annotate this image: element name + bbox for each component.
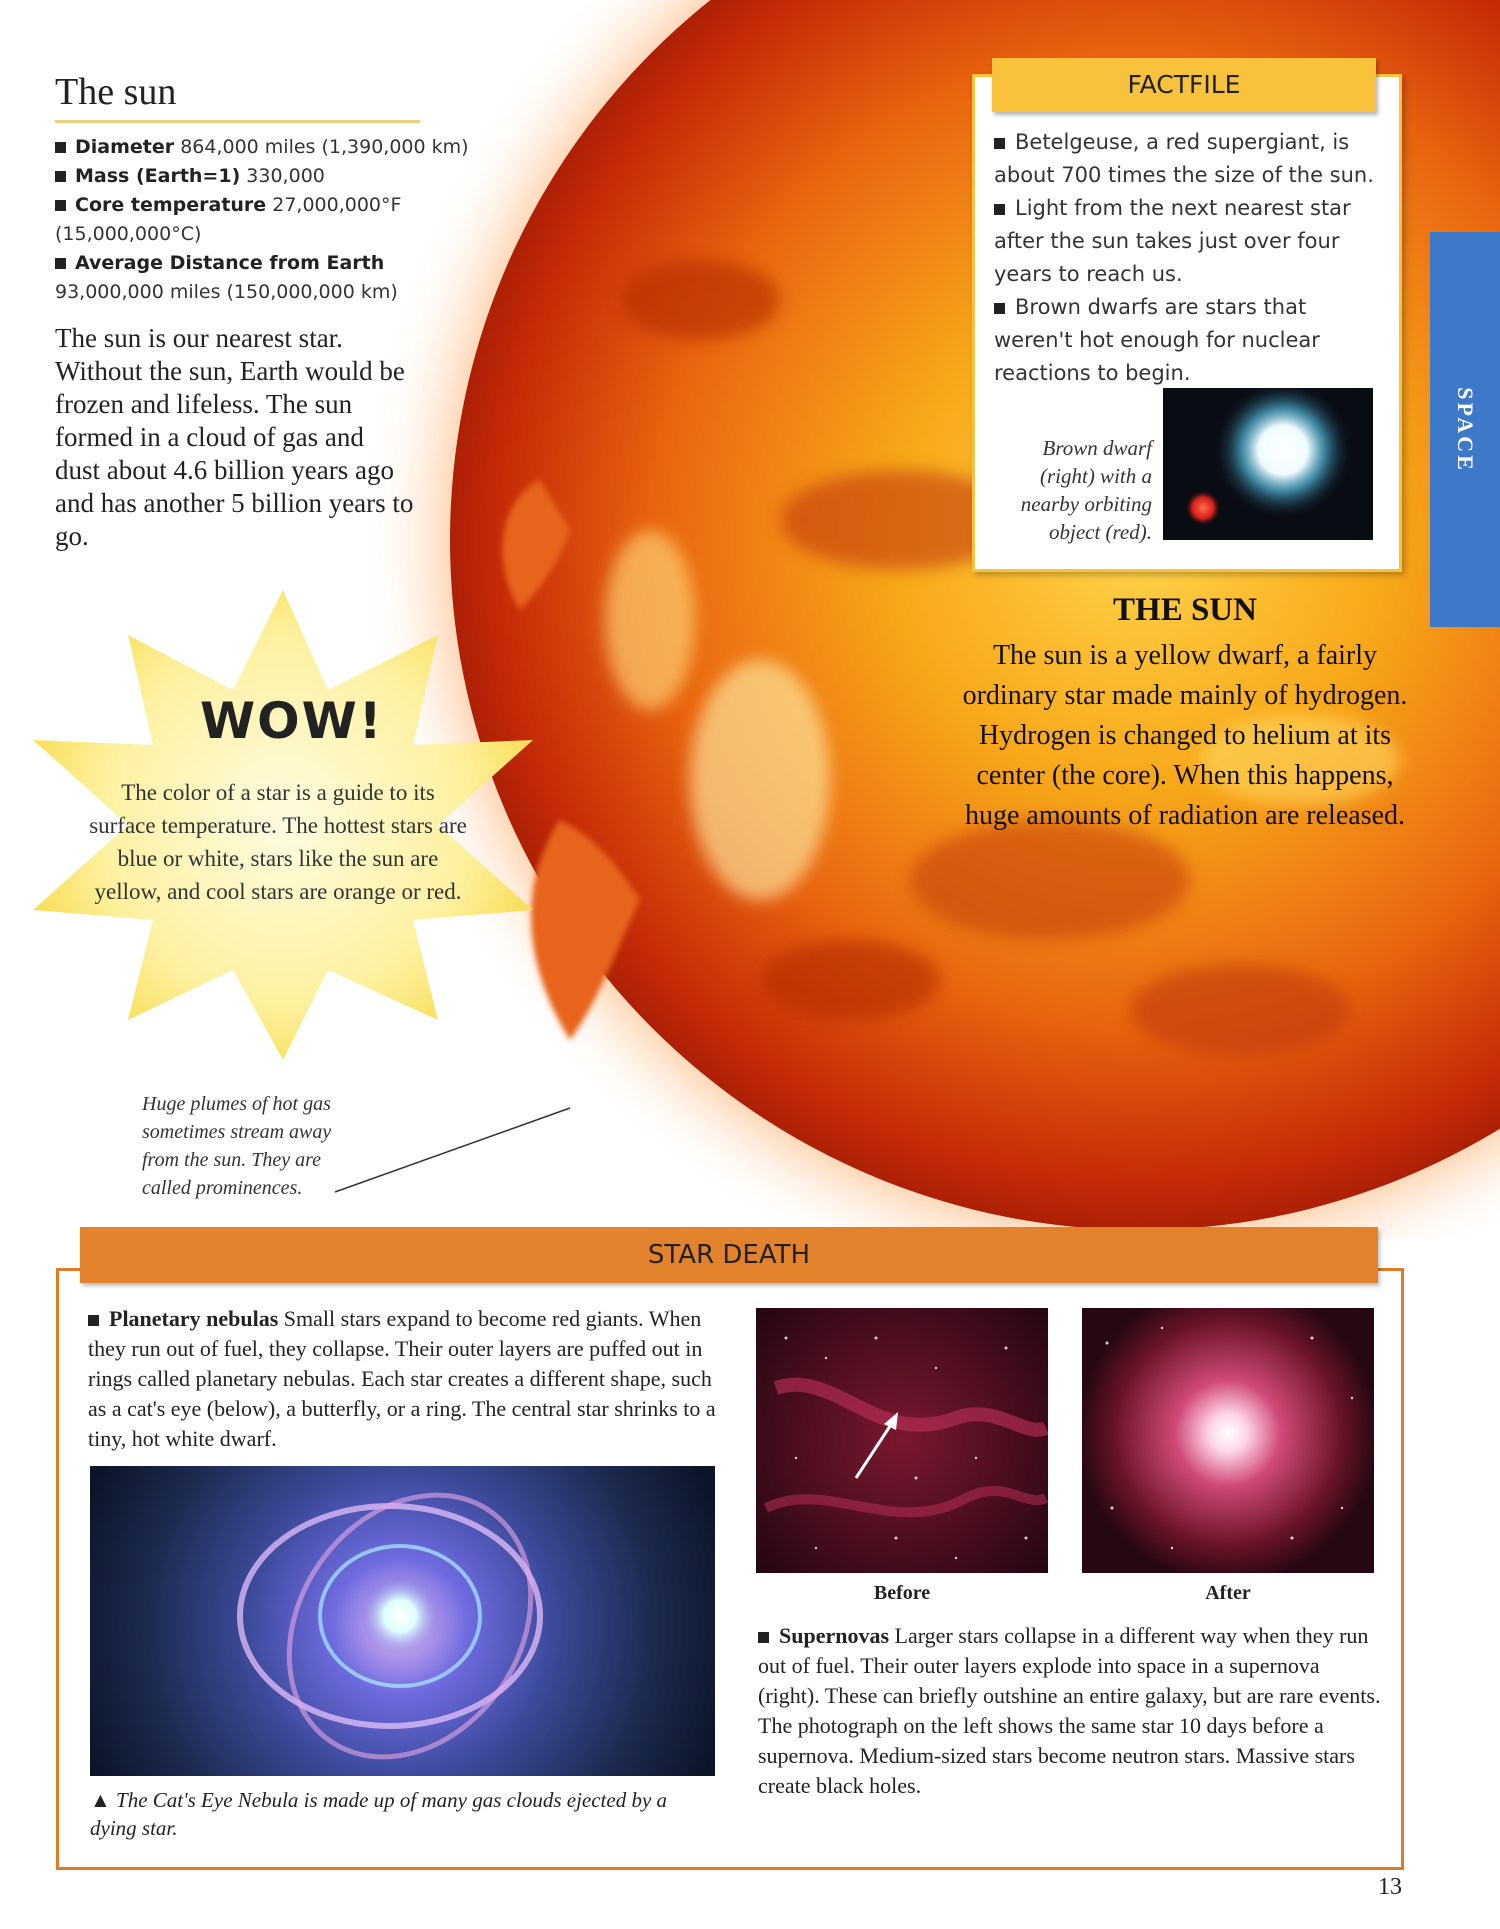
before-label: Before (873, 1582, 931, 1604)
bullet-square-icon (55, 258, 66, 269)
caption-pointer-line (330, 1100, 580, 1200)
wow-text: The color of a star is a guide to its surface temperature. The hottest stars are blue or white, stars like the sun are yellow, and cool stars are orange or red. (89, 780, 467, 904)
supernova-label: Supernovas (779, 1623, 890, 1648)
stat-row (55, 133, 475, 162)
list-item (994, 291, 1384, 390)
supernova-after-photo (1082, 1308, 1374, 1573)
nebula-caption-text: The Cat's Eye Nebula is made up of many gas clouds ejected by a dying star. (90, 1788, 668, 1840)
stat-label: Average Distance from Earth (75, 252, 385, 274)
stat-row (55, 162, 475, 191)
bullet-square-icon (55, 142, 66, 153)
intro-paragraph: The sun is our nearest star. Without the sun, Earth would be frozen and lifeless. The sun formed in a cloud of gas and dust about 4.6 billion years ago and has another 5 billion years to go. (55, 323, 414, 551)
stat-label: Core temperature (75, 194, 267, 216)
supernova-text: Larger stars collapse in a different way when they run out of fuel. Their outer layers explode into space in a supernova (right). These can briefly outshine an entire galaxy, but are rare events. The photograph on the left shows the same star 10 days before a supernova. Medium-sized stars become neutron stars. Massive stars create black holes. (758, 1623, 1381, 1798)
section-tab-label: SPACE (1453, 387, 1478, 473)
planetary-nebulas-paragraph (88, 1304, 723, 1454)
wow-heading: WOW! (200, 692, 384, 750)
bullet-square-icon (55, 200, 66, 211)
star-death-header: STAR DEATH (80, 1227, 1378, 1283)
supernova-before-photo (756, 1308, 1048, 1573)
factfile-item-text: Betelgeuse, a red supergiant, is about 700 times the size of the sun. (994, 130, 1374, 187)
planetary-text: Small stars expand to become red giants. When they run out of fuel, they collapse. Their outer layers are puffed out in rings called planetary nebulas. Each star creates a different shape, such as a cat's eye (below), a butterfly, or a ring. The central star shrinks to a tiny, hot white dwarf. (88, 1306, 716, 1451)
factfile-header: FACTFILE (992, 58, 1376, 112)
factfile-item-text: Brown dwarfs are stars that weren't hot enough for nuclear reactions to begin. (994, 295, 1320, 385)
brown-dwarf-caption: Brown dwarf (right) with a nearby orbiting object (red). (1020, 436, 1152, 544)
planetary-label: Planetary nebulas (109, 1306, 279, 1331)
stat-value: 27,000,000°F (15,000,000°C) (55, 194, 402, 245)
stat-value: 330,000 (246, 165, 325, 187)
section-title: The sun (55, 71, 177, 113)
stat-row (55, 191, 475, 249)
the-sun-heading: THE SUN (1113, 592, 1257, 628)
bullet-square-icon (758, 1632, 769, 1643)
bullet-square-icon (88, 1315, 99, 1326)
stat-value: 93,000,000 miles (150,000,000 km) (55, 281, 398, 303)
sun-stats-list (55, 133, 475, 307)
prominence-caption: Huge plumes of hot gas sometimes stream away from the sun. They are called prominences. (142, 1093, 332, 1199)
supernovas-paragraph (758, 1621, 1383, 1801)
nebula-caption: ▲ The Cat's Eye Nebula is made up of many gas clouds ejected by a dying star. (90, 1788, 668, 1840)
bullet-square-icon (994, 303, 1005, 314)
bullet-square-icon (994, 204, 1005, 215)
page-number: 13 (1378, 1874, 1402, 1900)
factfile-list (994, 126, 1384, 390)
brown-dwarf-photo (1163, 388, 1373, 540)
list-item (994, 192, 1384, 291)
the-sun-text: The sun is a yellow dwarf, a fairly ordinary star made mainly of hydrogen. Hydrogen is changed to helium at its center (the core). When this happens, huge amounts of radiation are released. (962, 640, 1408, 831)
title-underline (55, 120, 420, 123)
bullet-square-icon (55, 171, 66, 182)
after-label: After (1205, 1582, 1251, 1604)
list-item (994, 126, 1384, 192)
stat-row (55, 249, 475, 307)
cats-eye-nebula-photo (90, 1466, 715, 1776)
stat-label: Diameter (75, 136, 175, 158)
stat-label: Mass (Earth=1) (75, 165, 241, 187)
stat-value: 864,000 miles (1,390,000 km) (180, 136, 469, 158)
factfile-item-text: Light from the next nearest star after the sun takes just over four years to reach us. (994, 196, 1351, 286)
bullet-square-icon (994, 138, 1005, 149)
